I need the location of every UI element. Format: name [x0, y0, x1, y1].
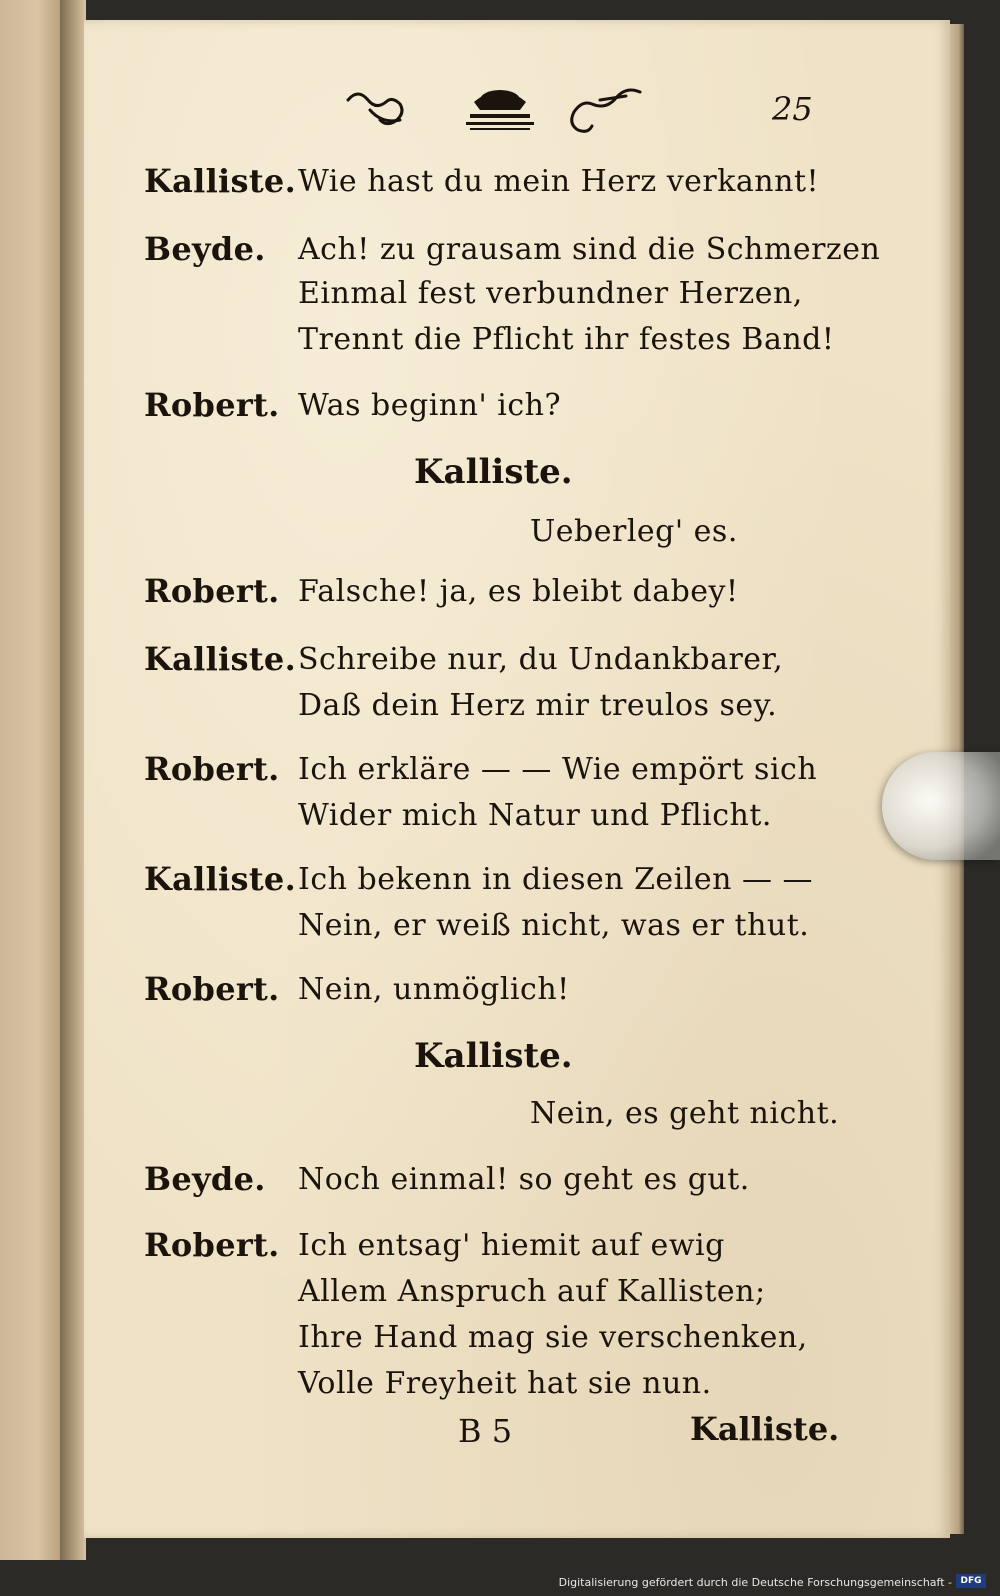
verse-line: Trennt die Pflicht ihr festes Band!	[298, 322, 835, 357]
verse-line: Ich entsag' hiemit auf ewig	[298, 1228, 725, 1263]
verse-line: Allem Anspruch auf Kallisten;	[298, 1274, 766, 1309]
verse-line: Ueberleg' es.	[530, 514, 738, 549]
verse-line: Noch einmal! so geht es gut.	[298, 1162, 750, 1197]
verse-line: Volle Freyheit hat sie nun.	[298, 1366, 712, 1401]
verse-line: Ach! zu grausam sind die Schmerzen	[298, 232, 881, 267]
speaker-label: Robert.	[144, 750, 280, 788]
verse-line: Ich bekenn in diesen Zeilen — —	[298, 862, 814, 897]
verse-line: Ich erkläre — — Wie empört sich	[298, 752, 818, 787]
speaker-label: Kalliste.	[414, 1036, 573, 1076]
speaker-label: Kalliste.	[414, 452, 573, 492]
verse-line: Nein, unmöglich!	[298, 972, 570, 1007]
verse-line: Was beginn' ich?	[298, 388, 562, 423]
dfg-logo: DFG	[956, 1574, 986, 1588]
verse-line: Nein, er weiß nicht, was er thut.	[298, 908, 810, 943]
speaker-label: Kalliste.	[144, 640, 297, 678]
verse-line: Schreibe nur, du Undankbarer,	[298, 642, 784, 677]
verse-line: Wie hast du mein Herz verkannt!	[298, 164, 820, 199]
speaker-label: Robert.	[144, 572, 280, 610]
floral-headpiece-ornament-icon	[340, 80, 660, 136]
speaker-label: Robert.	[144, 386, 280, 424]
verse-line: Falsche! ja, es bleibt dabey!	[298, 574, 739, 609]
verse-line: Nein, es geht nicht.	[530, 1096, 840, 1131]
previous-page-edge	[0, 0, 62, 1560]
speaker-label: Beyde.	[144, 1160, 266, 1198]
glass-page-weight	[882, 752, 1000, 860]
signature-mark: B 5	[458, 1412, 513, 1450]
page-number: 25	[772, 90, 813, 128]
speaker-label: Kalliste.	[144, 162, 297, 200]
verse-line: Einmal fest verbundner Herzen,	[298, 276, 803, 311]
book-page	[84, 20, 950, 1538]
speaker-label: Robert.	[144, 1226, 280, 1264]
verse-line: Daß dein Herz mir treulos sey.	[298, 688, 778, 723]
verse-line: Ihre Hand mag sie verschenken,	[298, 1320, 808, 1355]
catchword: Kalliste.	[690, 1410, 840, 1448]
speaker-label: Robert.	[144, 970, 280, 1008]
speaker-label: Kalliste.	[144, 860, 297, 898]
verse-line: Wider mich Natur und Pflicht.	[298, 798, 772, 833]
speaker-label: Beyde.	[144, 230, 266, 268]
digitization-credit: Digitalisierung gefördert durch die Deutsche Forschungsgemeinschaft -	[558, 1576, 952, 1589]
book-gutter	[60, 0, 86, 1560]
